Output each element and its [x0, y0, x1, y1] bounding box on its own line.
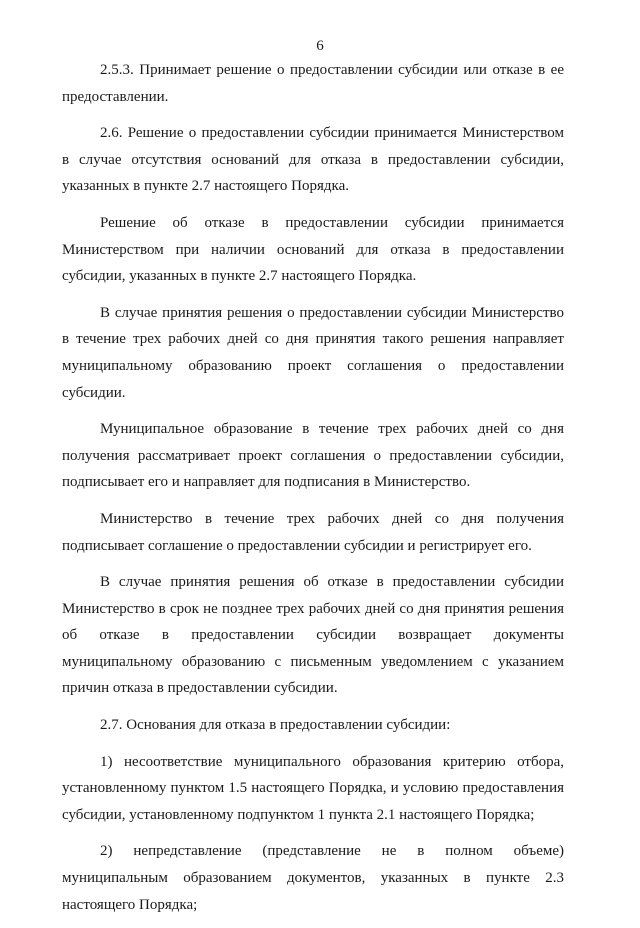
paragraph-2-7: 2.7. Основания для отказа в предоставлении субсидии:: [100, 717, 451, 734]
paragraph-2-6: 2.6. Решение о предоставлении субсидии принимается Министерством в случае отсутствия оснований для отказа в предоставлении субсидии, указанных в пункте 2.7 настоящего Порядка.: [62, 125, 564, 195]
paragraph-refusal-return: В случае принятия решения об отказе в предоставлении субсидии Министерство в срок не позднее трех рабочих дней со дня принятия решения об отказе в предоставлении субсидии возвращает документы муниципальному образованию с письменным уведомлением с указанием причин отказа в предоставлении субсидии.: [62, 574, 564, 697]
paragraph-ministry-registration: Министерство в течение трех рабочих дней со дня получения подписывает соглашение о предоставлении субсидии и регистрирует его.: [62, 510, 564, 554]
paragraph-municipality-signing: Муниципальное образование в течение трех рабочих дней со дня получения рассматривает проект соглашения о предоставлении субсидии, подписывает его и направляет для подписания в Министерство.: [62, 421, 564, 491]
paragraph-ground-2: 2) непредставление (представление не в полном объеме) муниципальным образованием документов, указанных в пункте 2.3 настоящего Порядка;: [62, 843, 564, 913]
paragraph-agreement-draft: В случае принятия решения о предоставлении субсидии Министерство в течение трех рабочих дней со дня принятия такого решения направляет муниципальному образованию проект соглашения о предоставлении субсидии.: [62, 304, 564, 401]
paragraph-refusal-decision: Решение об отказе в предоставлении субсидии принимается Министерством при наличии оснований для отказа в предоставлении субсидии, указанных в пункте 2.7 настоящего Порядка.: [62, 214, 564, 285]
document-body: [62, 57, 564, 928]
paragraph-2-5-3: 2.5.3. Принимает решение о предоставлении субсидии или отказе в ее предоставлении.: [62, 62, 564, 105]
page-number: 6: [316, 38, 324, 54]
paragraph-ground-1: 1) несоответствие муниципального образования критерию отбора, установленному пунктом 1.5 настоящего Порядка, и условию предоставления субсидии, установленному подпунктом 1 пункта 2.1 настоящего Порядка;: [62, 753, 564, 823]
